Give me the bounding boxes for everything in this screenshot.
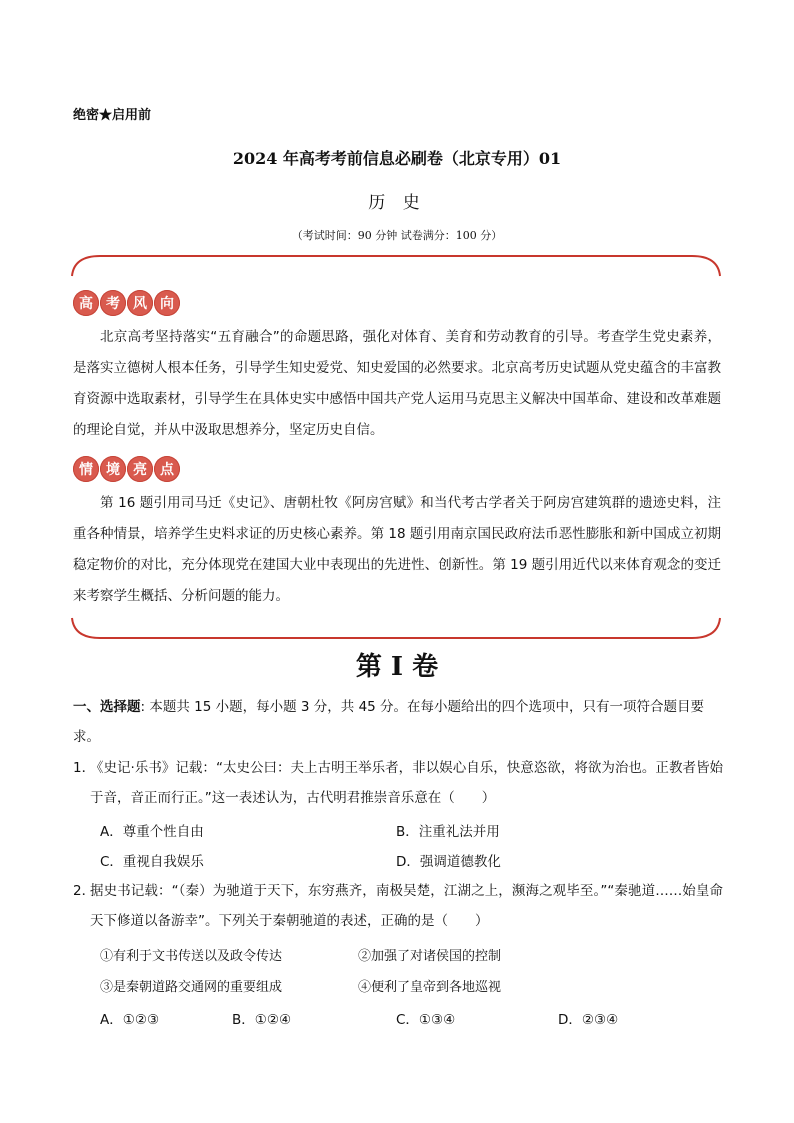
question-2-option-d[interactable]: D．②③④ bbox=[558, 1012, 619, 1028]
question-1 bbox=[73, 753, 723, 813]
question-text: 《史记·乐书》记载：“太史公曰：夫上古明王举乐者，非以娱心自乐，快意恣欲，将欲为治也。正教者皆始于音，音正而行正。”这一表述认为，古代明君推崇音乐意在（ ） bbox=[90, 760, 723, 806]
trend-badge-char: 向 bbox=[154, 290, 180, 316]
question-number: 2． bbox=[73, 883, 96, 899]
trend-paragraph: 北京高考坚持落实“五育融合”的命题思路，强化对体育、美育和劳动教育的引导。考查学生党史素养，是落实立德树人根本任务，引导学生知史爱党、知史爱国的必然要求。北京高考历史试题从党史蕴含的丰富教育资源中选取素材，引导学生在具体史实中感悟中国共产党人运用马克思主义解决中国革命、建设和改革难题的理论自觉，并从中汲取思想养分，坚定历史自信。 bbox=[73, 329, 721, 438]
highlight-badge bbox=[73, 456, 180, 482]
highlight-badge-char: 点 bbox=[154, 456, 180, 482]
bottom-arc-divider bbox=[70, 616, 722, 642]
highlight-badge-char: 情 bbox=[73, 456, 99, 482]
question-1-option-c[interactable]: C．重视自我娱乐 bbox=[100, 854, 204, 870]
trend-badge-char: 高 bbox=[73, 290, 99, 316]
mc-heading-lead: 一、选择题 bbox=[73, 699, 141, 715]
multiple-choice-heading bbox=[73, 692, 723, 752]
question-1-option-a[interactable]: A．尊重个性自由 bbox=[100, 824, 204, 840]
subject-title: 历 史 bbox=[368, 193, 426, 213]
volume-title: 第 I 卷 bbox=[355, 652, 439, 682]
question-2 bbox=[73, 876, 723, 936]
secret-label: 绝密★启用前 bbox=[73, 108, 152, 123]
highlight-paragraph: 第 16 题引用司马迁《史记》、唐朝杜牧《阿房宫赋》和当代考古学者关于阿房宫建筑群的遗迹史料，注重各种情景，培养学生史料求证的历史核心素养。第 18 题引用南京国民政府法币恶性膨胀和新中国成立初期稳定物价的对比，充分体现党在建国大业中表现出的先进性、创新性。第 19 题引用近代以来体育观念的变迁来考察学生概括、分析问题的能力。 bbox=[73, 495, 721, 604]
exam-title: 2024 年高考考前信息必刷卷（北京专用）01 bbox=[232, 149, 562, 168]
question-text: 据史书记载：“（秦）为驰道于天下，东穷燕齐，南极吴楚，江湖之上，濒海之观毕至。”“秦驰道……始皇命天下修道以备游幸”。下列关于秦朝驰道的表述，正确的是（ ） bbox=[90, 883, 723, 929]
question-2-statement: ②加强了对诸侯国的控制 bbox=[358, 949, 502, 964]
trend-badge-char: 风 bbox=[127, 290, 153, 316]
question-1-option-b[interactable]: B．注重礼法并用 bbox=[396, 824, 500, 840]
highlight-badge-char: 亮 bbox=[127, 456, 153, 482]
trend-badge-char: 考 bbox=[100, 290, 126, 316]
question-number: 1． bbox=[73, 760, 96, 776]
mc-heading-rest: : 本题共 15 小题，每小题 3 分，共 45 分。在每小题给出的四个选项中，只有一项符合题目要求。 bbox=[73, 699, 705, 745]
top-arc-divider bbox=[70, 252, 722, 278]
exam-info: （考试时间：90 分钟 试卷满分：100 分） bbox=[291, 229, 503, 242]
question-2-statement: ③是秦朝道路交通网的重要组成 bbox=[100, 980, 283, 995]
question-1-option-d[interactable]: D．强调道德教化 bbox=[396, 854, 501, 870]
highlight-badge-char: 境 bbox=[100, 456, 126, 482]
question-2-option-c[interactable]: C．①③④ bbox=[396, 1012, 456, 1028]
question-2-statement: ④便利了皇帝到各地巡视 bbox=[358, 980, 502, 995]
question-2-option-b[interactable]: B．①②④ bbox=[232, 1012, 292, 1028]
trend-badge bbox=[73, 290, 180, 316]
question-2-option-a[interactable]: A．①②③ bbox=[100, 1012, 160, 1028]
question-2-statement: ①有利于文书传送以及政令传达 bbox=[100, 949, 283, 964]
